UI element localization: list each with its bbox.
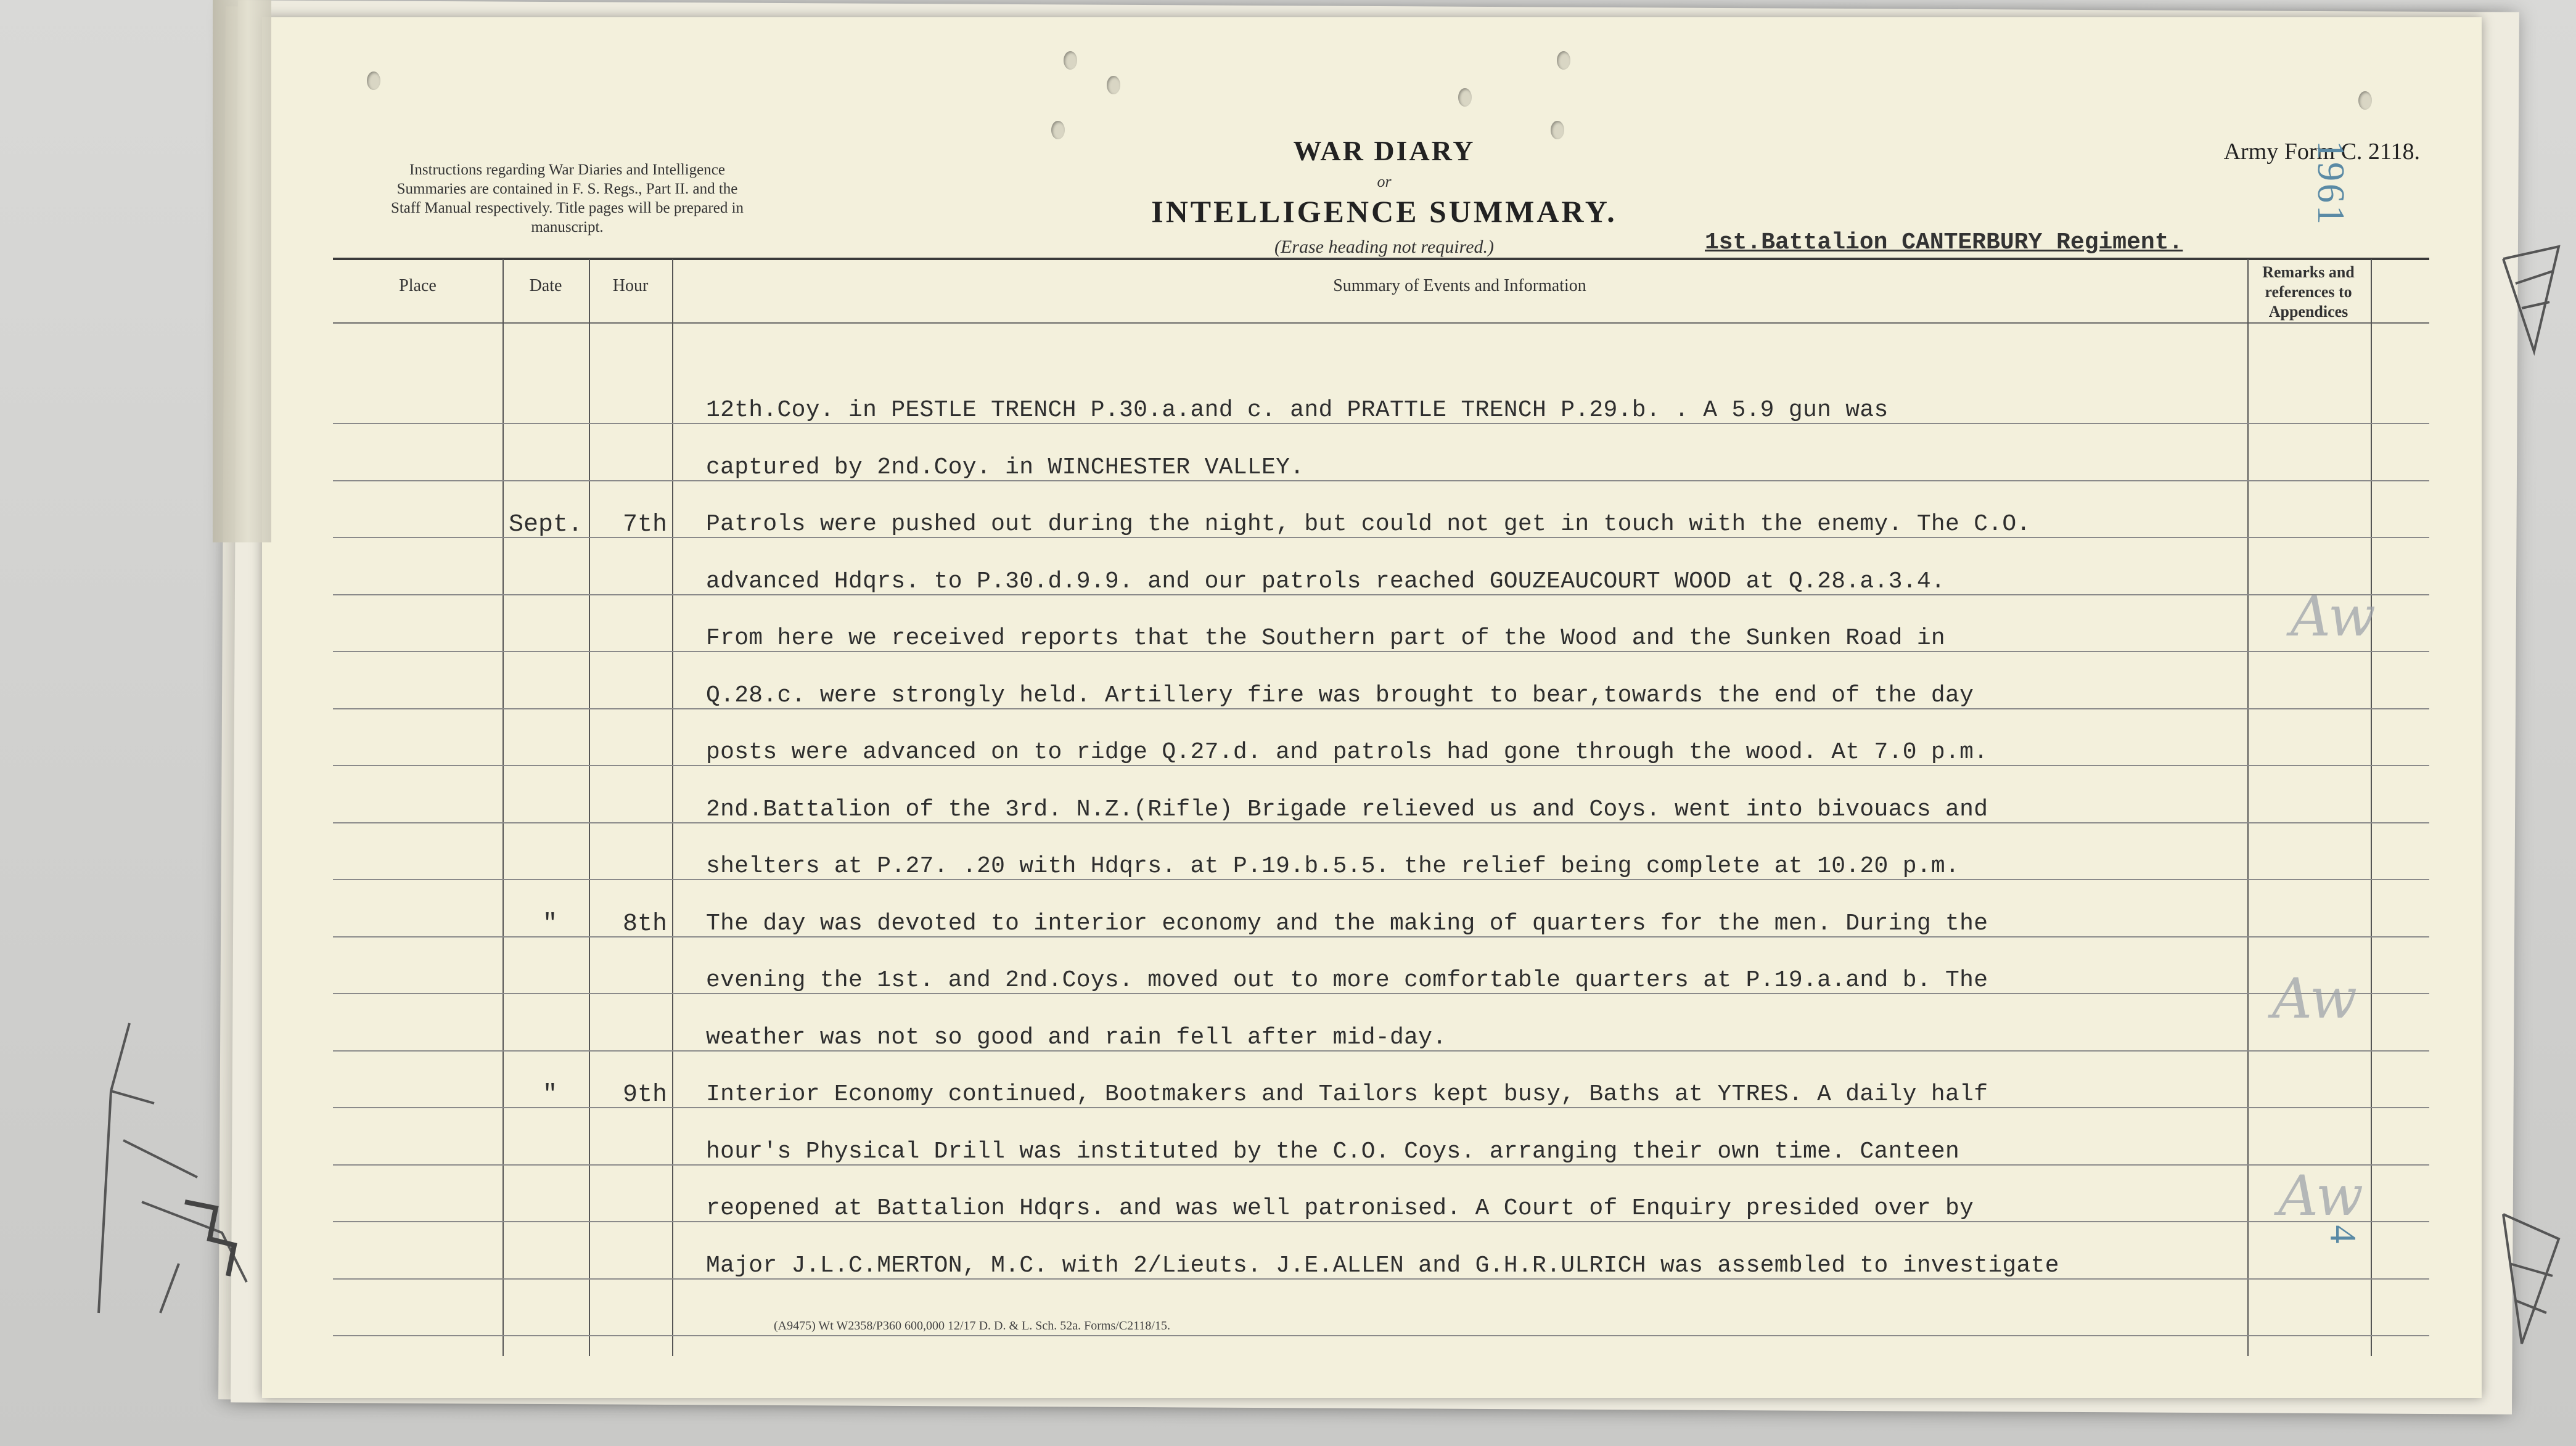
entry-line: Major J.L.C.MERTON, M.C. with 2/Lieuts. J.E.ALLEN and G.H.R.ULRICH was assembled to investigate (706, 1252, 2059, 1279)
row-hour: 9th (623, 1081, 668, 1109)
column-header-place: Place (399, 276, 437, 295)
entry-line: 12th.Coy. in PESTLE TRENCH P.30.a.and c. and PRATTLE TRENCH P.29.b. . A 5.9 gun was (706, 397, 1889, 423)
pencil-scribble-right-bottom (2485, 1202, 2576, 1356)
remarks-initials: Aw (2272, 966, 2357, 1031)
entry-line: shelters at P.27. .20 with Hdqrs. at P.19.b.5.5. the relief being complete at 10.20 p.m. (706, 853, 1960, 880)
remarks-initials: Aw (2278, 1164, 2363, 1228)
column-header-summary: Summary of Events and Information (1333, 276, 1586, 295)
entry-line: posts were advanced on to ridge Q.27.d. and patrols had gone through the wood. At 7.0 p.m. (706, 739, 1988, 766)
erase-heading-note: (Erase heading not required.) (1274, 237, 1495, 257)
unit-name: 1st.Battalion CANTERBURY Regiment. (1705, 229, 2183, 256)
entry-line: evening the 1st. and 2nd.Coys. moved out to more comfortable quarters at P.19.a.and b. The (706, 967, 1988, 994)
pencil-scribble-right-top (2491, 234, 2576, 370)
instructions-text: Instructions regarding War Diaries and Intelligence Summaries are contained in F. S. Regs., Part II. and the Staff Manual respectively. Title pages will be prepared in manuscript. (390, 161, 744, 235)
entry-line: Q.28.c. were strongly held. Artillery fire was brought to bear,towards the end of the day (706, 682, 1974, 709)
ruled-line (333, 480, 2429, 481)
punch-hole (1557, 51, 1570, 70)
punch-hole (1107, 76, 1120, 94)
row-date: Sept. (509, 511, 583, 539)
entry-line: Patrols were pushed out during the night, but could not get in touch with the enemy. The C.O. (706, 511, 2031, 537)
page-number: 4 (2323, 1225, 2364, 1244)
title-or: or (1377, 173, 1392, 190)
entry-line: hour's Physical Drill was instituted by the C.O. Coys. arranging their own time. Canteen (706, 1138, 1960, 1165)
entry-line: reopened at Battalion Hdqrs. and was well patronised. A Court of Enquiry presided over by (706, 1195, 1974, 1222)
remarks-initials: Aw (2291, 584, 2376, 649)
punch-hole (367, 71, 380, 90)
punch-hole (2358, 91, 2372, 110)
punch-hole (1551, 121, 1564, 139)
ruled-line (333, 1335, 2429, 1336)
column-header-remarks: Remarks and references to Appendices (2262, 263, 2355, 321)
row-hour: 7th (623, 511, 668, 539)
army-form-number: Army Form C. 2118. (2223, 139, 2420, 165)
entry-line: Interior Economy continued, Bootmakers and Tailors kept busy, Baths at YTRES. A daily half (706, 1081, 1988, 1108)
column-header-hour: Hour (612, 276, 649, 295)
binding-tape (213, 0, 271, 542)
printer-imprint: (A9475) Wt W2358/P360 600,000 12/17 D. D. & L. Sch. 52a. Forms/C2118/15. (774, 1319, 1170, 1333)
row-date: " (543, 1081, 558, 1109)
entry-line: 2nd.Battalion of the 3rd. N.Z.(Rifle) Brigade relieved us and Coys. went into bivouacs and (706, 796, 1988, 823)
entry-line: The day was devoted to interior economy and the making of quarters for the men. During the (706, 910, 1988, 937)
pencil-scribble-left (86, 1017, 271, 1325)
punch-hole (1064, 51, 1077, 70)
table-top-rule (333, 258, 2429, 260)
punch-hole (1458, 88, 1472, 107)
row-hour: 8th (623, 910, 668, 938)
row-date: " (543, 910, 558, 938)
column-header-date: Date (529, 276, 562, 295)
entry-line: advanced Hdqrs. to P.30.d.9.9. and our patrols reached GOUZEAUCOURT WOOD at Q.28.a.3.4. (706, 568, 1946, 595)
entry-line: weather was not so good and rain fell after mid-day. (706, 1024, 1447, 1051)
war-diary-sheet (262, 17, 2482, 1398)
punch-hole (1051, 121, 1065, 139)
entry-line: From here we received reports that the Southern part of the Wood and the Sunken Road in (706, 625, 1946, 652)
intelligence-summary-title: INTELLIGENCE SUMMARY. (1151, 194, 1617, 229)
table-header-rule (333, 322, 2429, 324)
war-diary-title: WAR DIARY (1293, 135, 1475, 166)
entry-line: captured by 2nd.Coy. in WINCHESTER VALLEY. (706, 454, 1305, 481)
stamped-folio-number: 1961 (2310, 141, 2352, 227)
